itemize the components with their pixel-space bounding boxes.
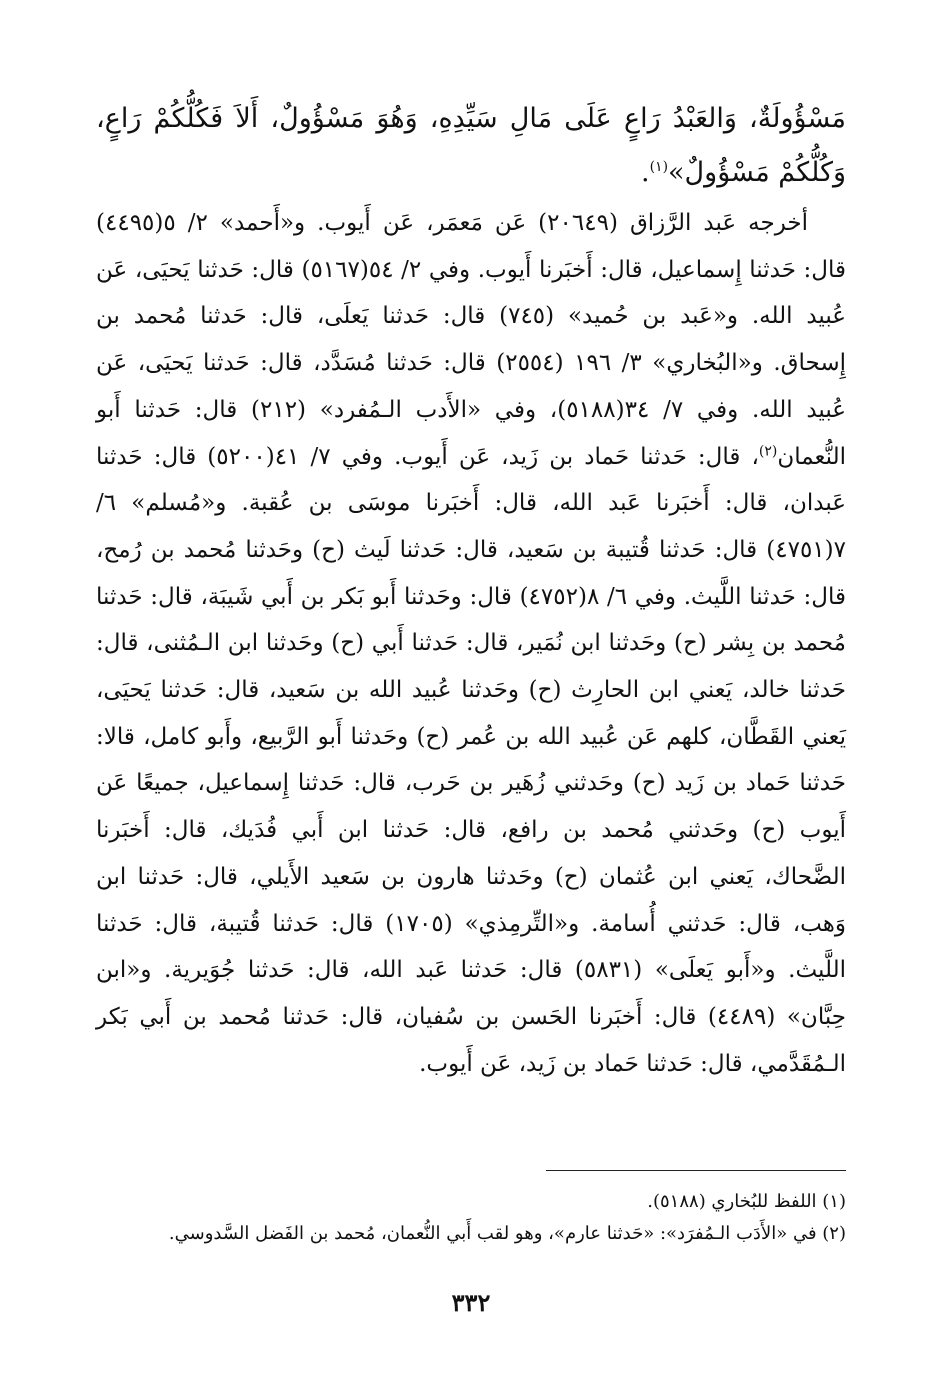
page-number: ٣٣٢	[451, 1288, 491, 1317]
footnote-1: (١) اللفظ للبُخاري (٥١٨٨).	[647, 1191, 846, 1212]
hadith-text	[96, 92, 846, 200]
footnote-ref-2[interactable]: (٢)	[758, 442, 778, 459]
footnote-separator	[546, 1170, 846, 1171]
footnotes	[96, 1186, 846, 1250]
footnote-ref-1[interactable]: (١)	[649, 159, 669, 175]
hadith-body: مَسْؤُولَةٌ، وَالعَبْدُ رَاعٍ عَلَى مَالِ سَيِّدِهِ، وَهُوَ مَسْؤُولٌ، أَلاَ فَكُلُّكُمْ رَاعٍ، وَكُلُّكُمْ مَسْؤُولٌ»	[96, 103, 846, 188]
takhrij-paragraph	[96, 200, 846, 1087]
takhrij-part-1: أخرجه عَبد الرَّزاق (٢٠٦٤٩) عَن مَعمَر، عَن أَيوب. و«أَحمد» ٢/ ٥(٤٤٩٥) قال: حَدثنا إِسماعيل، قال: أَخبَرنا أَيوب. وفي ٢/ ٥٤(٥١٦٧) قال: حَدثنا يَحيَى، عَن عُبيد الله. و«عَبد بن حُميد» (٧٤٥) قال: حَدثنا يَعلَى، قال: حَدثنا مُحمد بن إِسحاق. و«البُخاري» ٣/ ١٩٦ (٢٥٥٤) قال: حَدثنا مُسَدَّد، قال: حَدثنا يَحيَى، عَن عُبيد الله. وفي ٧/ ٣٤(٥١٨٨)، وفي «الأَدب الـمُفرد» (٢١٢) قال: حَدثنا أَبو النُّعمان	[96, 210, 847, 470]
takhrij-part-2: ، قال: حَدثنا حَماد بن زَيد، عَن أَيوب. وفي ٧/ ٤١(٥٢٠٠) قال: حَدثنا عَبدان، قال: أَخبَرنا عَبد الله، قال: أَخبَرنا موسَى بن عُقبة. و«مُسلم» ٦/ ٧(٤٧٥١) قال: حَدثنا قُتيبة بن سَعيد، قال: حَدثنا لَيث (ح) وحَدثنا مُحمد بن رُمح، قال: حَدثنا اللَّيث. وفي ٦/ ٨(٤٧٥٢) قال: وحَدثنا أَبو بَكر بن أَبي شَيبَة، قال: حَدثنا مُحمد بن بِشر (ح) وحَدثنا ابن نُمَير، قال: حَدثنا أَبي (ح) وحَدثنا ابن الـمُثنى، قال: حَدثنا خالد، يَعني ابن الحارِث (ح) وحَدثنا عُبيد الله بن سَعيد، قال: حَدثنا يَحيَى، يَعني القَطَّان، كلهم عَن عُبيد الله بن عُمر (ح) وحَدثنا أَبو الرَّبيع، وأَبو كامل، قالا: حَدثنا حَماد بن زَيد (ح) وحَدثني زُهَير بن حَرب، قال: حَدثنا إِسماعيل، جميعًا عَن أَيوب (ح) وحَدثني مُحمد بن رافع، قال: حَدثنا ابن أَبي فُدَيك، قال: أَخبَرنا الضَّحاك، يَعني ابن عُثمان (ح) وحَدثنا هارون بن سَعيد الأَيلي، قال: حَدثنا ابن وَهب، قال: حَدثني أُسامة. و«التِّرمِذي» (١٧٠٥) قال: حَدثنا قُتيبة، قال: حَدثنا اللَّيث. و«أَبو يَعلَى» (٥٨٣١) قال: حَدثنا عَبد الله، قال: حَدثنا جُوَيرية. و«ابن حِبَّان» (٤٤٨٩) قال: أَخبَرنا الحَسن بن سُفيان، قال: حَدثنا مُحمد بن أَبي بَكر الـمُقَدَّمي، قال: حَدثنا حَماد بن زَيد، عَن أَيوب.	[96, 443, 846, 1077]
footnote-2: (٢) في «الأَدَب الـمُفرَد»: «حَدثنا عارم»، وهو لقب أَبي النُّعمان، مُحمد بن الفَضل السَّدوسي.	[168, 1223, 846, 1244]
hadith-end: .	[640, 157, 650, 188]
